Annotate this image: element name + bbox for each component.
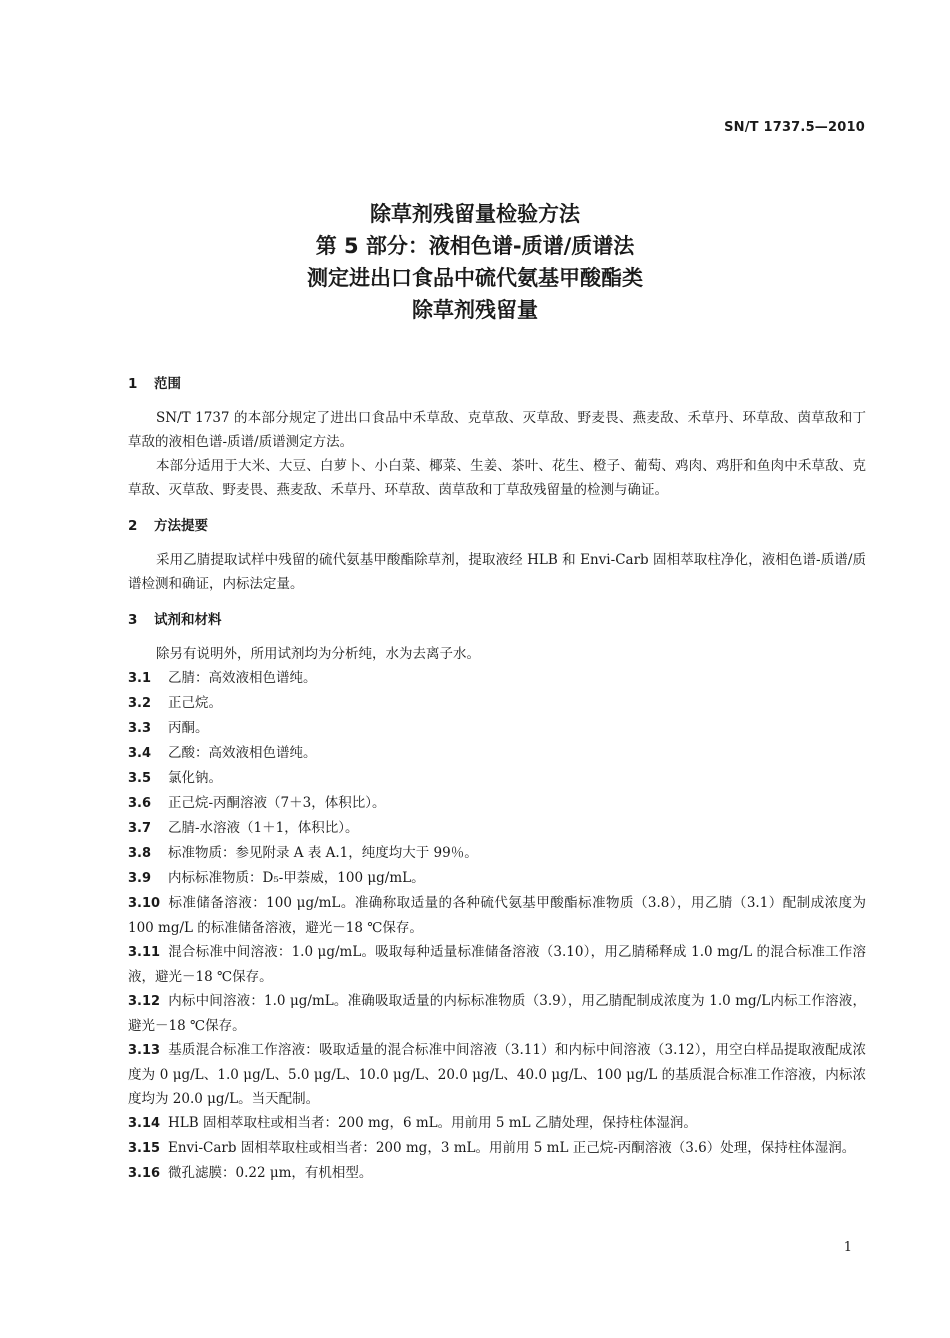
reagent-item-number: 3.15 [128,1141,161,1156]
reagent-item [128,716,866,741]
reagent-item-text: 乙腈-水溶液（1＋1，体积比）。 [168,820,359,836]
reagent-item-number: 3.7 [128,821,152,836]
reagent-item-text: 混合标准中间溶液：1.0 μg/mL。吸取每种适量标准储备溶液（3.10），用乙腈稀释成 1.0 mg/L 的混合标准工作溶液，避光－18 ℃保存。 [128,944,866,985]
page-number: 1 [843,1240,852,1255]
paragraph: 除另有说明外，所用试剂均为分析纯，水为去离子水。 [156,646,480,662]
title-line: 除草剂残留量 [412,298,538,322]
reagent-item [128,866,866,891]
reagent-item [128,1161,866,1186]
reagent-item-text: HLB 固相萃取柱或相当者：200 mg，6 mL。用前用 5 mL 乙腈处理，保持柱体湿润。 [168,1115,697,1131]
title-line: 测定进出口食品中硫代氨基甲酸酯类 [307,266,643,290]
reagent-item-text: 内标中间溶液：1.0 μg/mL。准确吸取适量的内标标准物质（3.9），用乙腈配制成浓度为 1.0 mg/L内标工作溶液，避光－18 ℃保存。 [128,993,866,1034]
reagent-item [128,989,866,1038]
reagent-item-text: 丙酮。 [168,720,209,736]
reagent-list [128,666,866,1186]
reagent-item-text: 基质混合标准工作溶液：吸取适量的混合标准中间溶液（3.11）和内标中间溶液（3.12），用空白样品提取液配成浓度为 0 μg/L、1.0 μg/L、5.0 μg/L、10.0 μg/L、20.0 μg/L、40.0 μg/L、100 μg/L 的基质混合标准工作溶液，内标浓度均为 20.0 μg/L。当天配制。 [128,1042,866,1107]
document-title [0,198,950,326]
section-number: 2 [128,518,138,534]
reagent-item-number: 3.16 [128,1166,161,1181]
reagent-item-text: 正己烷。 [168,695,222,711]
reagent-item-number: 3.5 [128,771,152,786]
reagent-item [128,891,866,940]
reagent-item [128,816,866,841]
reagent-item [128,666,866,691]
reagent-item-number: 3.6 [128,796,152,811]
reagent-item-text: 正己烷-丙酮溶液（7＋3，体积比）。 [168,795,386,811]
reagent-item-text: 乙腈：高效液相色谱纯。 [168,670,317,686]
paragraph: 本部分适用于大米、大豆、白萝卜、小白菜、椰菜、生姜、茶叶、花生、橙子、葡萄、鸡肉、鸡肝和鱼肉中禾草敌、克草敌、灭草敌、野麦畏、燕麦敌、禾草丹、环草敌、茵草敌和丁草敌残留量的检测与确证。 [128,458,866,498]
reagent-item-number: 3.1 [128,671,152,686]
reagent-item-number: 3.13 [128,1043,161,1058]
section-title: 范围 [154,376,181,392]
reagent-item [128,841,866,866]
reagent-item-number: 3.11 [128,945,161,960]
reagent-item [128,1111,866,1136]
reagent-item-number: 3.2 [128,696,152,711]
reagent-item [128,766,866,791]
reagent-item-text: 微孔滤膜：0.22 μm，有机相型。 [168,1165,373,1181]
section-heading-scope [128,372,866,396]
standard-number: SN/T 1737.5—2010 [724,120,865,135]
document-body [128,372,866,1186]
reagent-item-number: 3.14 [128,1116,161,1131]
reagent-item-number: 3.8 [128,846,152,861]
reagent-item-number: 3.3 [128,721,152,736]
reagent-item [128,940,866,989]
reagent-item-text: 乙酸：高效液相色谱纯。 [168,745,317,761]
section-title: 方法提要 [154,518,208,534]
paragraph: SN/T 1737 的本部分规定了进出口食品中禾草敌、克草敌、灭草敌、野麦畏、燕麦敌、禾草丹、环草敌、茵草敌和丁草敌的液相色谱-质谱/质谱测定方法。 [128,410,866,450]
reagent-item [128,791,866,816]
section-number: 1 [128,376,138,392]
section-heading-reagents [128,608,866,632]
section-number: 3 [128,612,138,628]
reagent-item-text: 标准物质：参见附录 A 表 A.1，纯度均大于 99％。 [168,845,478,861]
reagent-item [128,741,866,766]
reagent-item-number: 3.4 [128,746,152,761]
title-line: 除草剂残留量检验方法 [370,202,580,226]
reagent-item-text: 内标标准物质：D₅-甲萘威，100 μg/mL。 [168,870,425,886]
section-heading-method-summary [128,514,866,538]
paragraph: 采用乙腈提取试样中残留的硫代氨基甲酸酯除草剂，提取液经 HLB 和 Envi-Carb 固相萃取柱净化，液相色谱-质谱/质谱检测和确证，内标法定量。 [128,552,866,592]
reagent-item-number: 3.10 [128,896,161,911]
reagent-item [128,1136,866,1161]
reagent-item [128,1038,866,1111]
reagent-item-text: 标准储备溶液：100 μg/mL。准确称取适量的各种硫代氨基甲酸酯标准物质（3.8），用乙腈（3.1）配制成浓度为 100 mg/L 的标准储备溶液，避光－18 ℃保存。 [128,895,866,936]
reagent-item-text: Envi-Carb 固相萃取柱或相当者：200 mg，3 mL。用前用 5 mL 正己烷-丙酮溶液（3.6）处理，保持柱体湿润。 [168,1140,856,1156]
reagent-item-text: 氯化钠。 [168,770,222,786]
reagent-item [128,691,866,716]
reagent-item-number: 3.9 [128,871,152,886]
title-line: 第 5 部分：液相色谱-质谱/质谱法 [315,234,635,258]
reagent-item-number: 3.12 [128,994,161,1009]
section-title: 试剂和材料 [154,612,222,628]
